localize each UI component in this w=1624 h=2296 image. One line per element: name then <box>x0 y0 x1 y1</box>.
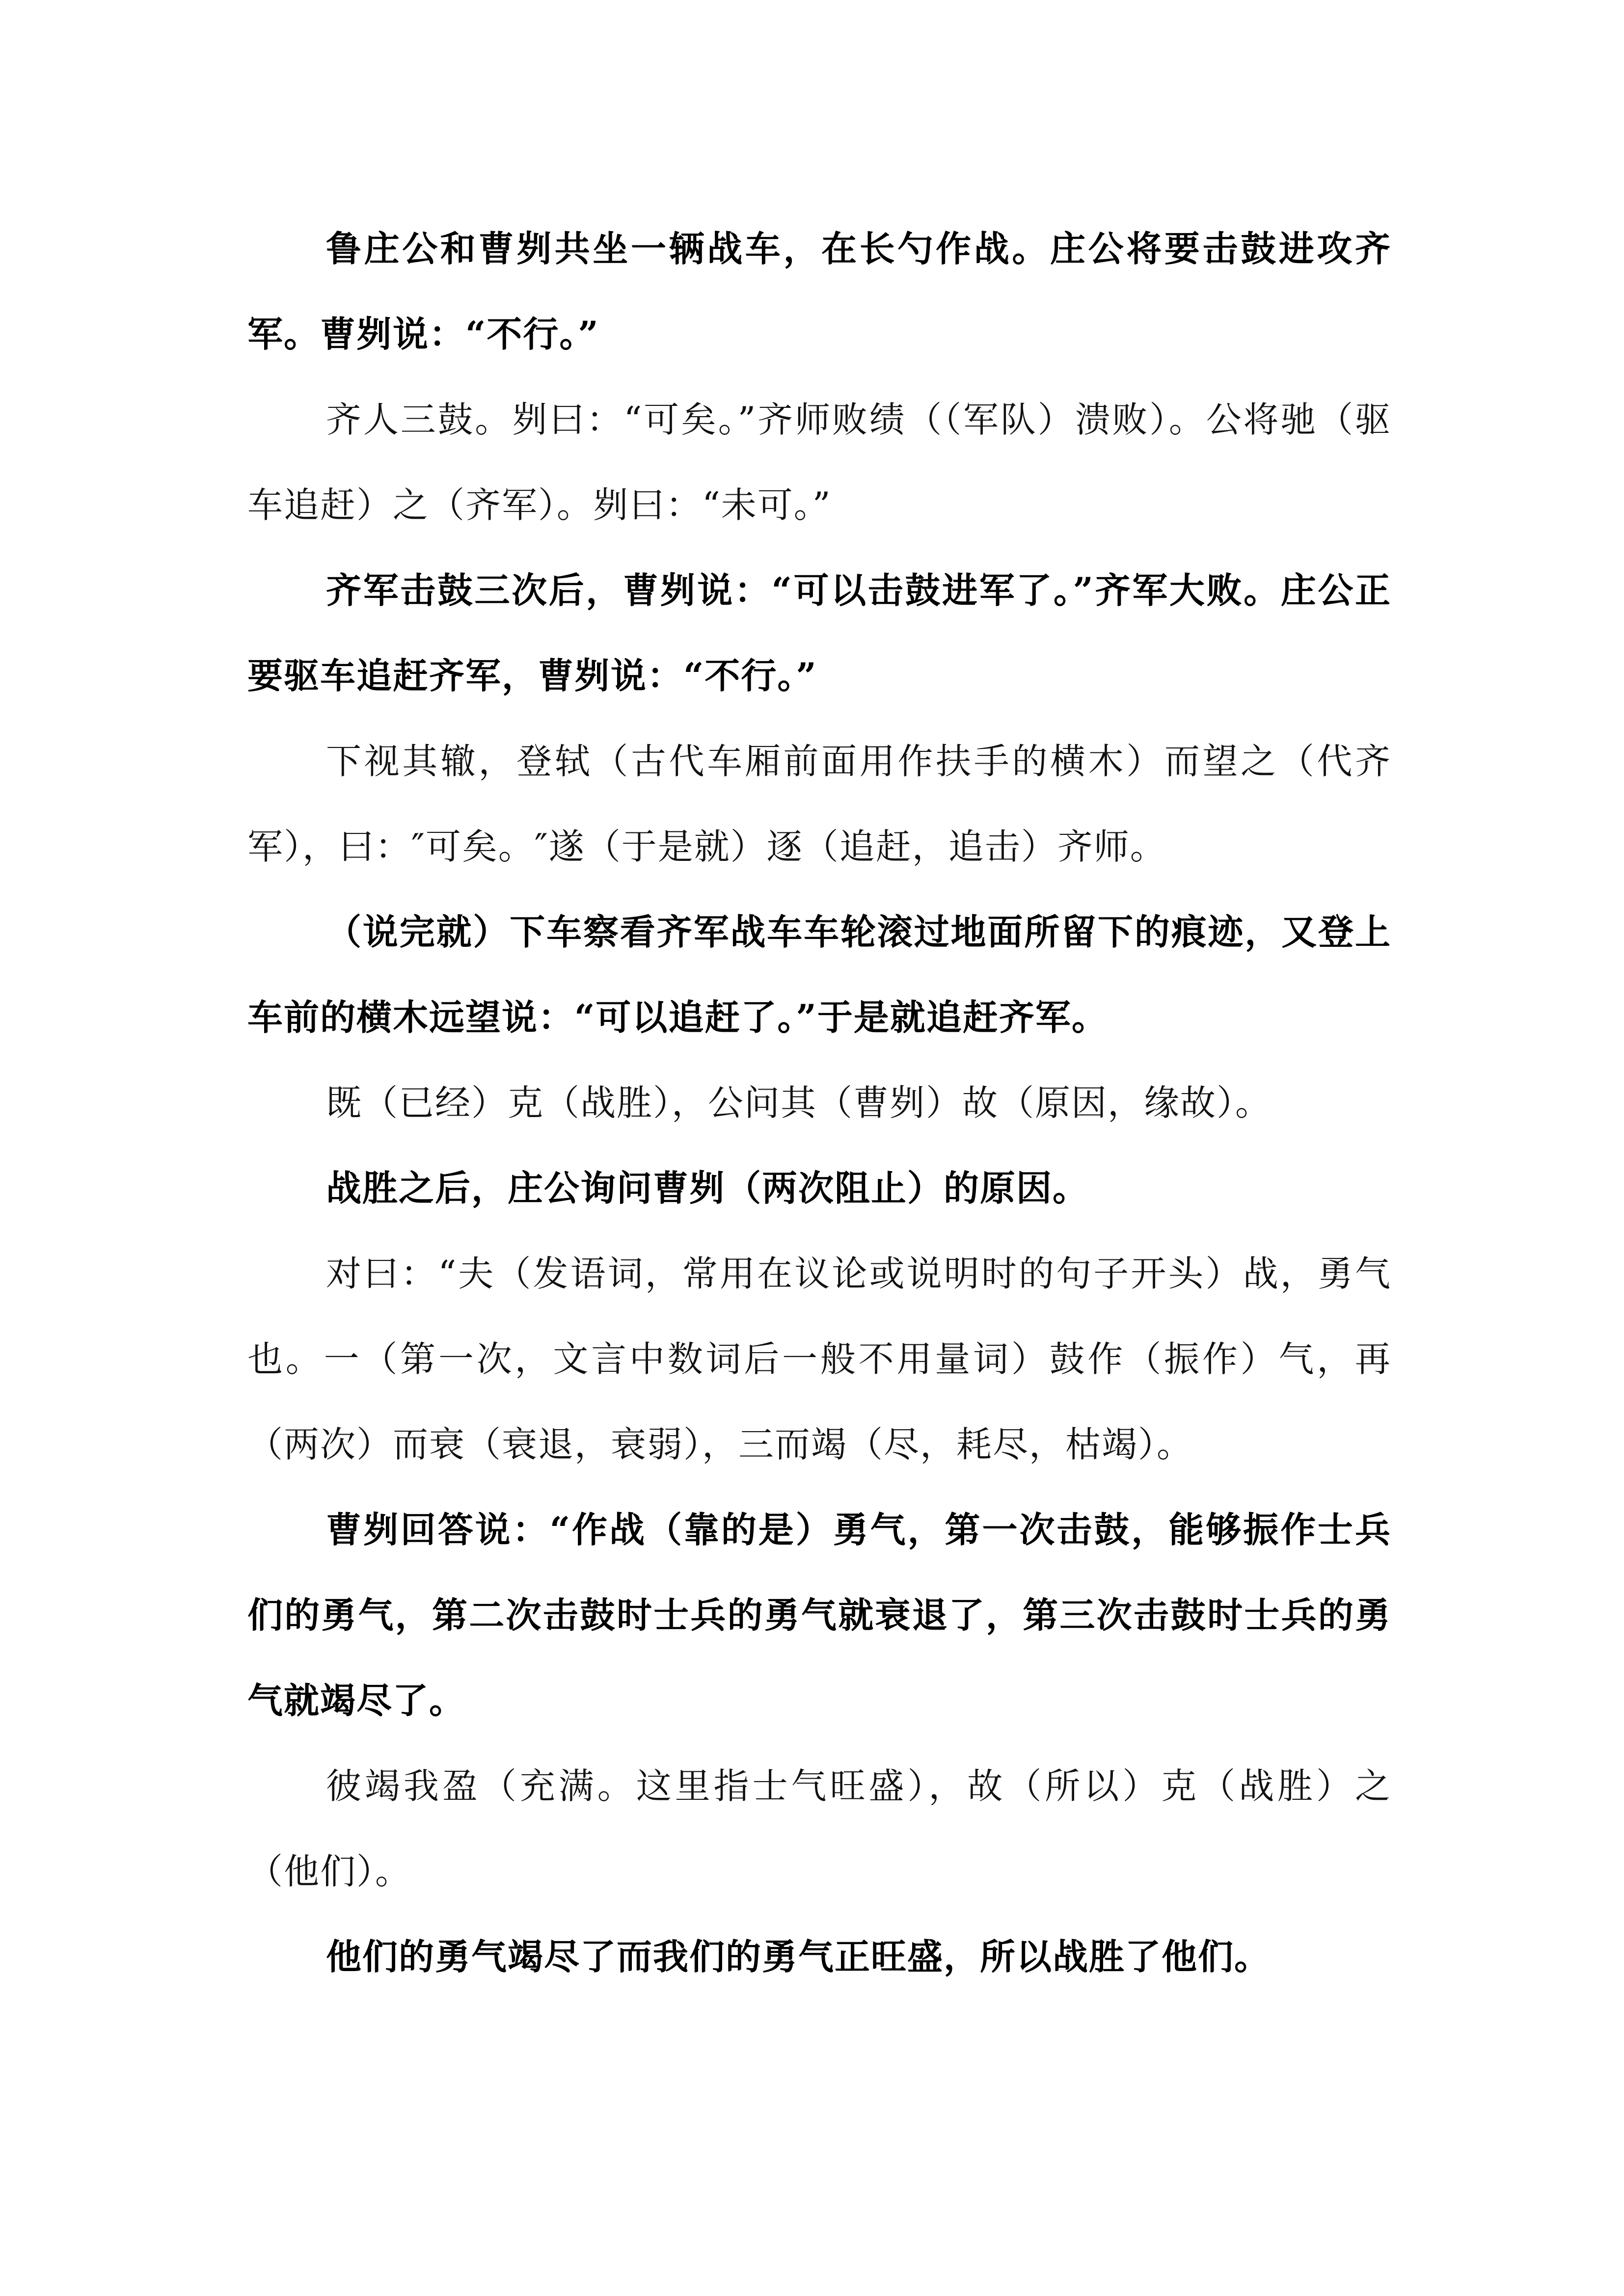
translation-paragraph: 曹刿回答说：“作战（靠的是）勇气，第一次击鼓，能够振作士兵们的勇气，第二次击鼓时士兵的勇气就衰退了，第三次击鼓时士兵的勇气就竭尽了。 <box>247 1509 1391 1721</box>
translation-paragraph: 战胜之后，庄公询问曹刿（两次阻止）的原因。 <box>326 1167 1089 1209</box>
translation-paragraph: 齐军击鼓三次后，曹刿说：“可以击鼓进军了。”齐军大败。庄公正要驱车追赶齐军，曹刿说：“不行。” <box>247 569 1391 696</box>
original-paragraph: 下视其辙，登轼（古代车厢前面用作扶手的横木）而望之（代齐军），曰：″可矣。″遂（于是就）逐（追赶，追击）齐师。 <box>247 741 1391 867</box>
original-paragraph: 齐人三鼓。刿曰：“可矣。”齐师败绩（（军队）溃败）。公将驰（驱车追赶）之（齐军）。刿曰：“未可。” <box>247 399 1391 526</box>
original-paragraph: 对曰：“夫（发语词，常用在议论或说明时的句子开头）战，勇气也。一（第一次，文言中数词后一般不用量词）鼓作（振作）气，再（两次）而衰（衰退，衰弱），三而竭（尽，耗尽，枯竭）。 <box>247 1253 1391 1465</box>
translation-paragraph: 鲁庄公和曹刿共坐一辆战车，在长勺作战。庄公将要击鼓进攻齐军。曹刿说：“不行。” <box>247 228 1391 355</box>
document-body <box>247 206 1391 2000</box>
original-paragraph: 既（已经）克（战胜），公问其（曹刿）故（原因，缘故）。 <box>326 1082 1272 1123</box>
translation-paragraph: 他们的勇气竭尽了而我们的勇气正旺盛，所以战胜了他们。 <box>326 1936 1271 1977</box>
original-paragraph: 彼竭我盈（充满。这里指士气旺盛），故（所以）克（战胜）之（他们）。 <box>247 1765 1391 1892</box>
translation-paragraph: （说完就）下车察看齐军战车车轮滚过地面所留下的痕迹，又登上车前的横木远望说：“可以追赶了。”于是就追赶齐军。 <box>247 911 1391 1038</box>
